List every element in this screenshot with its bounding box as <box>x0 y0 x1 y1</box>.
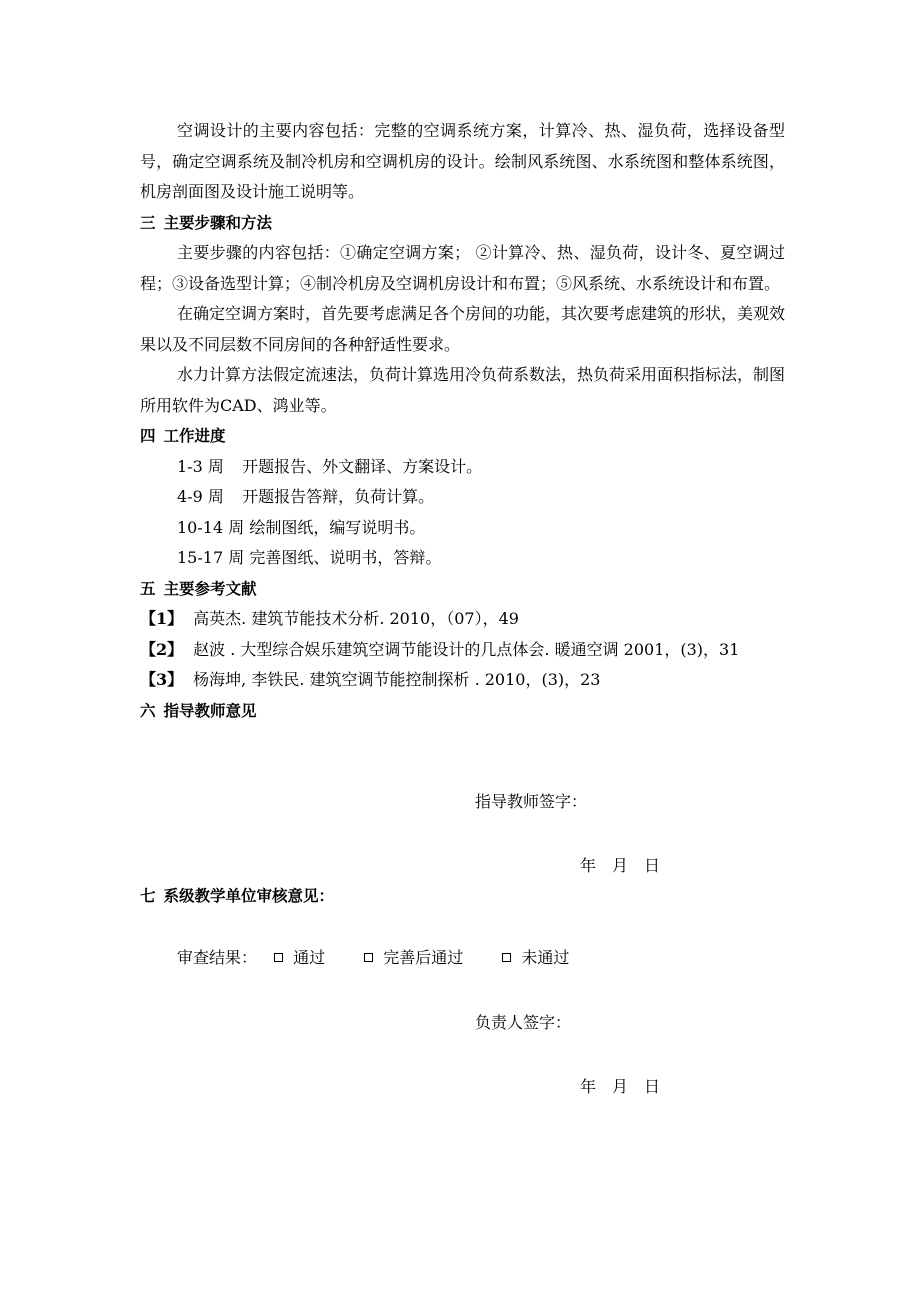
schedule-week: 10-14 周 <box>177 517 245 537</box>
responsible-date-space <box>140 1039 785 1072</box>
section-7-title: 系级教学单位审核意见： <box>163 887 335 905</box>
review-result-label: 审查结果： <box>177 947 258 967</box>
document-page <box>140 116 785 1102</box>
schedule-week: 15-17 周 <box>177 548 245 567</box>
reference-text: 杨海坤, 李铁民. 建筑空调节能控制探析 . 2010，(3)，23 <box>193 670 601 689</box>
review-signature-space <box>140 973 785 1008</box>
checkbox-fail[interactable] <box>502 953 511 962</box>
date-year: 年 <box>580 855 597 875</box>
section-3-paragraph-3: 水力计算方法假定流速法，负荷计算选用冷负荷系数法，热负荷采用面积指标法，制图所用软件为CAD、鸿业等。 <box>140 365 786 415</box>
schedule-task: 完善图纸、说明书，答辩。 <box>249 548 442 567</box>
section-7-heading <box>140 881 785 912</box>
intro-paragraph: 空调设计的主要内容包括：完整的空调系统方案，计算冷、热、湿负荷，选择设备型号，确定空调系统及制冷机房和空调机房的设计。绘制风系统图、水系统图和整体系统图，机房剖面图及设计施工说明等。 <box>140 121 785 201</box>
schedule-week: 1-3 周 <box>177 456 224 476</box>
schedule-task: 开题报告答辩，负荷计算。 <box>242 487 435 506</box>
checkbox-pass[interactable] <box>274 953 283 962</box>
schedule-task: 绘制图纸，编写说明书。 <box>249 517 426 537</box>
schedule-task: 开题报告、外文翻译、方案设计。 <box>242 456 483 476</box>
advisor-signature-label: 指导教师签字： <box>475 792 588 811</box>
section-4-title: 工作进度 <box>163 427 226 445</box>
reference-number: 【3】 <box>140 670 184 689</box>
reference-item <box>140 665 785 696</box>
section-7-number: 七 <box>140 887 156 905</box>
reference-item <box>140 635 785 666</box>
date-month: 月 <box>612 1076 629 1096</box>
reference-text: 赵波 . 大型综合娱乐建筑空调节能设计的几点体会. 暖通空调 2001，(3)，31 <box>193 639 740 659</box>
section-3-number: 三 <box>140 213 156 232</box>
date-day: 日 <box>644 855 661 875</box>
schedule-row <box>140 452 785 483</box>
date-month: 月 <box>612 855 629 875</box>
option-pass-after-revision: 完善后通过 <box>383 947 464 967</box>
responsible-date <box>140 1072 785 1103</box>
reference-number: 【2】 <box>140 639 184 659</box>
section-3-title: 主要步骤和方法 <box>163 213 273 232</box>
section-5-title: 主要参考文献 <box>163 579 257 598</box>
schedule-row <box>140 543 785 574</box>
date-day: 日 <box>644 1076 661 1096</box>
section-3-paragraph-2: 在确定空调方案时，首先要考虑满足各个房间的功能，其次要考虑建筑的形状，美观效果以及不同层数不同房间的各种舒适性要求。 <box>140 304 786 354</box>
section-6-number: 六 <box>140 701 156 720</box>
schedule-week: 4-9 周 <box>177 487 224 506</box>
option-fail: 未通过 <box>521 947 570 967</box>
schedule-row <box>140 482 785 513</box>
section-4-heading <box>140 421 785 452</box>
option-pass: 通过 <box>293 947 326 967</box>
advisor-signature-space <box>140 818 785 851</box>
reference-text: 高英杰. 建筑节能技术分析. 2010，（07），49 <box>193 609 519 628</box>
responsible-signature-label: 负责人签字： <box>475 1013 572 1032</box>
advisor-comment-space <box>140 726 785 787</box>
section-3-paragraph-1: 主要步骤的内容包括：①确定空调方案； ②计算冷、热、湿负荷，设计冬、夏空调过程；③设备选型计算；④制冷机房及空调机房设计和布置；⑤风系统、水系统设计和布置。 <box>140 243 785 293</box>
section-5-number: 五 <box>140 579 156 598</box>
reference-number: 【1】 <box>140 609 184 628</box>
checkbox-pass-after-revision[interactable] <box>364 953 373 962</box>
date-year: 年 <box>580 1076 597 1096</box>
review-space <box>140 912 785 943</box>
section-5-heading <box>140 574 785 605</box>
section-3-heading <box>140 208 785 239</box>
advisor-date <box>140 851 785 882</box>
section-6-heading <box>140 696 785 727</box>
section-4-number: 四 <box>140 427 156 445</box>
schedule-row <box>140 513 785 544</box>
review-result-row <box>140 943 785 974</box>
section-6-title: 指导教师意见 <box>163 701 257 720</box>
reference-item <box>140 604 785 635</box>
